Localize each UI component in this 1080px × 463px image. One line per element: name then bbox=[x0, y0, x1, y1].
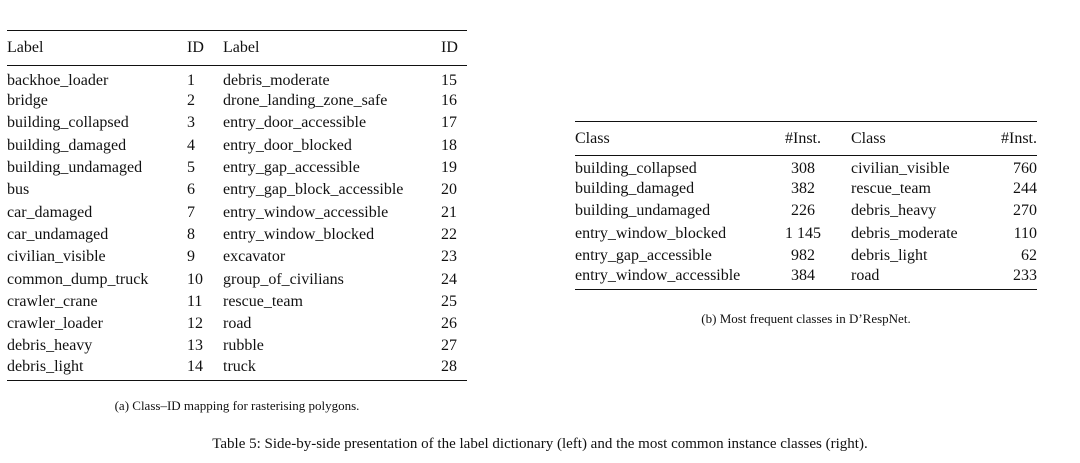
id-cell: 17 bbox=[441, 114, 457, 132]
table-row bbox=[7, 201, 467, 223]
table-row bbox=[7, 112, 467, 134]
class-cell: entry_window_accessible bbox=[575, 267, 741, 285]
table-row bbox=[7, 157, 467, 179]
table-row bbox=[7, 246, 467, 268]
table-row bbox=[7, 313, 467, 335]
label-cell: entry_door_accessible bbox=[223, 114, 367, 132]
label-cell: building_damaged bbox=[7, 136, 127, 154]
instance-count-cell: 270 bbox=[1013, 202, 1037, 220]
label-cell: excavator bbox=[223, 248, 286, 266]
id-cell: 19 bbox=[441, 159, 457, 177]
label-cell: building_collapsed bbox=[7, 114, 129, 132]
id-cell: 11 bbox=[187, 292, 203, 310]
frequent-classes-table bbox=[575, 121, 1037, 290]
label-cell: debris_moderate bbox=[223, 72, 330, 89]
table-row bbox=[7, 291, 467, 313]
id-cell: 6 bbox=[187, 181, 195, 199]
label-cell: car_undamaged bbox=[7, 225, 109, 243]
label-cell: civilian_visible bbox=[7, 248, 106, 266]
header-id-left: ID bbox=[187, 39, 204, 56]
label-cell: crawler_crane bbox=[7, 292, 98, 310]
id-cell: 5 bbox=[187, 159, 195, 177]
table-header-row bbox=[7, 31, 467, 66]
label-cell: debris_light bbox=[7, 357, 84, 375]
instance-count-cell: 760 bbox=[1013, 160, 1037, 177]
table-row bbox=[575, 178, 1037, 200]
label-cell: car_damaged bbox=[7, 203, 93, 221]
instance-count-cell: 110 bbox=[1013, 224, 1037, 242]
class-cell: rescue_team bbox=[851, 180, 931, 198]
subcaption-b: (b) Most frequent classes in D’RespNet. bbox=[701, 311, 911, 326]
label-cell: entry_gap_accessible bbox=[223, 159, 360, 177]
class-cell: building_collapsed bbox=[575, 160, 697, 177]
id-cell: 12 bbox=[187, 315, 203, 333]
class-cell: road bbox=[851, 267, 880, 285]
id-cell: 18 bbox=[441, 136, 457, 154]
id-cell: 13 bbox=[187, 337, 203, 355]
label-cell: rubble bbox=[223, 337, 264, 355]
subcaption-a: (a) Class–ID mapping for rasterising polygons. bbox=[114, 398, 360, 413]
label-cell: entry_door_blocked bbox=[223, 136, 352, 154]
instance-count-cell: 62 bbox=[1021, 247, 1037, 265]
label-cell: bus bbox=[7, 181, 30, 199]
id-cell: 25 bbox=[441, 292, 457, 310]
table-caption: Table 5: Side-by-side presentation of the label dictionary (left) and the most common instance classes (right). bbox=[212, 436, 868, 452]
id-cell: 9 bbox=[187, 248, 195, 266]
table-row bbox=[575, 223, 1037, 245]
label-cell: drone_landing_zone_safe bbox=[223, 92, 388, 110]
id-cell: 3 bbox=[187, 114, 195, 132]
label-cell: bridge bbox=[7, 92, 48, 110]
id-cell: 22 bbox=[441, 225, 457, 243]
id-cell: 10 bbox=[187, 270, 203, 288]
class-cell: building_undamaged bbox=[575, 202, 711, 220]
id-cell: 2 bbox=[187, 92, 195, 110]
id-cell: 28 bbox=[441, 357, 457, 375]
table-row bbox=[7, 335, 467, 357]
label-cell: road bbox=[223, 315, 252, 333]
table-row bbox=[7, 224, 467, 246]
id-cell: 24 bbox=[441, 270, 457, 288]
table-row bbox=[7, 90, 467, 112]
header-class-left: Class bbox=[575, 129, 610, 147]
table-row bbox=[7, 135, 467, 157]
id-cell: 14 bbox=[187, 357, 203, 375]
id-cell: 27 bbox=[441, 337, 457, 355]
header-label-right: Label bbox=[223, 39, 260, 56]
id-cell: 15 bbox=[441, 72, 457, 89]
id-cell: 1 bbox=[187, 72, 195, 89]
header-inst-right: #Inst. bbox=[1001, 129, 1037, 147]
table-row bbox=[575, 156, 1037, 179]
label-cell: rescue_team bbox=[223, 292, 303, 310]
class-cell: debris_moderate bbox=[851, 224, 958, 242]
label-cell: entry_window_accessible bbox=[223, 203, 389, 221]
id-cell: 4 bbox=[187, 136, 195, 154]
label-cell: common_dump_truck bbox=[7, 270, 149, 288]
instance-count-cell: 982 bbox=[791, 247, 815, 265]
instance-count-cell: 384 bbox=[791, 267, 815, 285]
label-cell: backhoe_loader bbox=[7, 72, 109, 89]
table-row bbox=[575, 200, 1037, 222]
label-cell: crawler_loader bbox=[7, 315, 103, 333]
table-row bbox=[7, 179, 467, 201]
instance-count-cell: 233 bbox=[1013, 267, 1037, 285]
label-cell: entry_window_blocked bbox=[223, 225, 375, 243]
header-inst-left: #Inst. bbox=[785, 129, 821, 147]
table-row bbox=[7, 268, 467, 290]
class-cell: entry_window_blocked bbox=[575, 224, 727, 242]
table-row bbox=[575, 245, 1037, 267]
table-row bbox=[7, 66, 467, 91]
header-id-right: ID bbox=[441, 39, 458, 56]
label-id-table bbox=[7, 30, 467, 381]
class-cell: entry_gap_accessible bbox=[575, 247, 712, 265]
header-class-right: Class bbox=[851, 129, 886, 147]
label-cell: building_undamaged bbox=[7, 159, 143, 177]
table-row bbox=[7, 358, 467, 381]
header-label-left: Label bbox=[7, 39, 44, 56]
id-cell: 21 bbox=[441, 203, 457, 221]
id-cell: 26 bbox=[441, 315, 457, 333]
instance-count-cell: 226 bbox=[791, 202, 815, 220]
instance-count-cell: 382 bbox=[791, 180, 815, 198]
label-cell: debris_heavy bbox=[7, 337, 93, 355]
class-cell: debris_light bbox=[851, 247, 928, 265]
class-cell: civilian_visible bbox=[851, 160, 950, 177]
id-cell: 7 bbox=[187, 203, 195, 221]
table-header-row bbox=[575, 122, 1037, 156]
instance-count-cell: 308 bbox=[791, 160, 815, 177]
label-cell: truck bbox=[223, 357, 256, 375]
id-cell: 8 bbox=[187, 225, 195, 243]
table-row bbox=[575, 267, 1037, 290]
id-cell: 16 bbox=[441, 92, 457, 110]
instance-count-cell: 244 bbox=[1013, 180, 1037, 198]
id-cell: 20 bbox=[441, 181, 457, 199]
label-cell: group_of_civilians bbox=[223, 270, 344, 288]
instance-count-cell: 1 145 bbox=[785, 224, 821, 242]
class-cell: debris_heavy bbox=[851, 202, 937, 220]
id-cell: 23 bbox=[441, 248, 457, 266]
class-cell: building_damaged bbox=[575, 180, 695, 198]
label-cell: entry_gap_block_accessible bbox=[223, 181, 404, 199]
